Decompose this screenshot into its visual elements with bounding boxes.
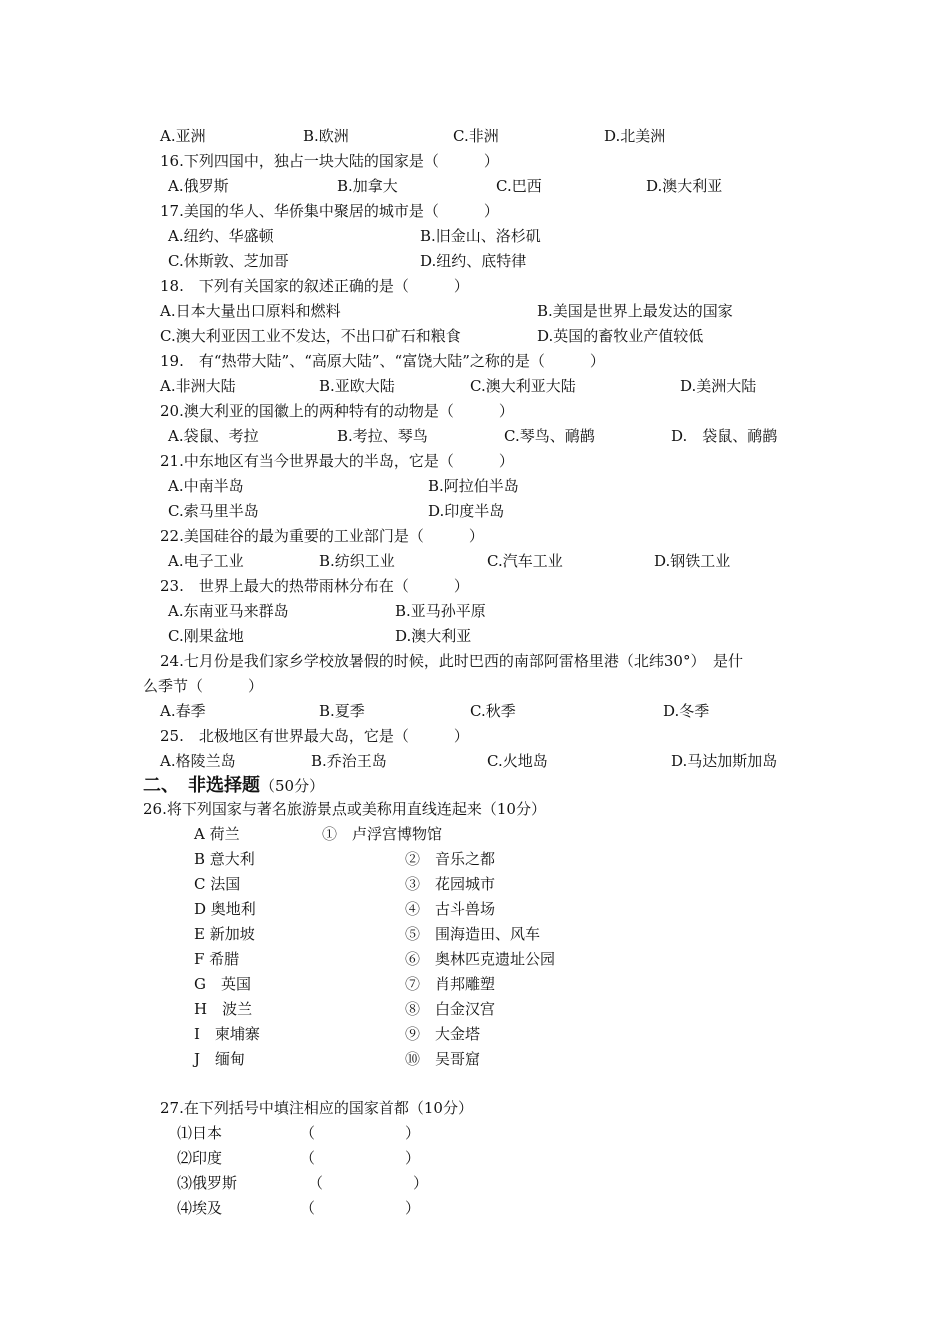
q27-blank-2[interactable]: （ ） — [300, 1149, 421, 1167]
q17-stem: 17.美国的华人、华侨集中聚居的城市是（ ） — [160, 202, 499, 220]
q19-option-d: D.美洲大陆 — [680, 377, 757, 395]
q23-option-a: A.东南亚马来群岛 — [168, 602, 289, 620]
q17-option-a: A.纽约、华盛顿 — [168, 227, 274, 245]
q26-sight-8: ⑧ 白金汉宫 — [405, 1000, 496, 1018]
q27-item-1: ⑴日本 — [177, 1124, 223, 1142]
q17-option-d: D.纽约、底特律 — [420, 252, 527, 270]
q20-option-b: B.考拉、琴鸟 — [337, 427, 428, 445]
q26-sight-6: ⑥ 奥林匹克遗址公园 — [405, 950, 556, 968]
q27-blank-1[interactable]: （ ） — [300, 1124, 421, 1142]
q21-option-c: C.索马里半岛 — [168, 502, 259, 520]
q26-stem: 26.将下列国家与著名旅游景点或美称用直线连起来（10分） — [143, 800, 546, 818]
q23-option-b: B.亚马孙平原 — [395, 602, 486, 620]
q26-sight-4: ④ 古斗兽场 — [405, 900, 496, 918]
q22-option-d: D.钢铁工业 — [654, 552, 731, 570]
q26-country-h: H 波兰 — [194, 1000, 253, 1018]
q26-country-f: F 希腊 — [194, 950, 240, 968]
q26-country-b: B 意大利 — [194, 850, 255, 868]
q25-option-c: C.火地岛 — [487, 752, 548, 770]
q26-country-j: J 缅甸 — [194, 1050, 246, 1068]
q27-blank-3[interactable]: （ ） — [308, 1174, 429, 1192]
q18-stem: 18. 下列有关国家的叙述正确的是（ ） — [160, 277, 469, 295]
q24-stem-line2: 么季节（ ） — [143, 677, 264, 695]
q24-option-b: B.夏季 — [319, 702, 365, 720]
q17-option-c: C.休斯敦、芝加哥 — [168, 252, 289, 270]
q27-item-2: ⑵印度 — [177, 1149, 223, 1167]
q26-country-g: G 英国 — [194, 975, 251, 993]
q20-option-a: A.袋鼠、考拉 — [168, 427, 259, 445]
q25-option-a: A.格陵兰岛 — [160, 752, 236, 770]
q16-option-c: C.巴西 — [496, 177, 542, 195]
q22-option-b: B.纺织工业 — [319, 552, 395, 570]
q26-sight-5: ⑤ 围海造田、风车 — [405, 925, 541, 943]
q19-stem: 19. 有“热带大陆”、“高原大陆”、“富饶大陆”之称的是（ ） — [160, 352, 605, 370]
section-2-points: （50分） — [260, 777, 325, 795]
q23-option-d: D.澳大利亚 — [395, 627, 472, 645]
q21-option-b: B.阿拉伯半岛 — [428, 477, 519, 495]
q19-option-c: C.澳大利亚大陆 — [470, 377, 576, 395]
q24-option-a: A.春季 — [160, 702, 206, 720]
q18-option-a: A.日本大量出口原料和燃料 — [160, 302, 341, 320]
q27-blank-4[interactable]: （ ） — [300, 1199, 421, 1217]
q24-stem-line1: 24.七月份是我们家乡学校放暑假的时候，此时巴西的南部阿雷格里港（北纬30°） 是什 — [160, 652, 743, 670]
q22-option-c: C.汽车工业 — [487, 552, 563, 570]
q26-sight-1: ① 卢浮宫博物馆 — [322, 825, 443, 843]
q25-option-d: D.马达加斯加岛 — [671, 752, 778, 770]
q26-country-i: I 柬埔寨 — [194, 1025, 260, 1043]
q26-sight-9: ⑨ 大金塔 — [405, 1025, 481, 1043]
q23-option-c: C.刚果盆地 — [168, 627, 244, 645]
q24-option-d: D.冬季 — [663, 702, 710, 720]
q26-country-a: A 荷兰 — [194, 825, 240, 843]
q26-sight-7: ⑦ 肖邦雕塑 — [405, 975, 496, 993]
q21-option-a: A.中南半岛 — [168, 477, 244, 495]
q15-option-a: A.亚洲 — [160, 127, 206, 145]
q21-option-d: D.印度半岛 — [428, 502, 505, 520]
q26-country-d: D 奥地利 — [194, 900, 256, 918]
q26-sight-10: ⑩ 吴哥窟 — [405, 1050, 481, 1068]
q16-option-a: A.俄罗斯 — [168, 177, 229, 195]
q15-option-b: B.欧洲 — [303, 127, 349, 145]
q26-country-e: E 新加坡 — [194, 925, 255, 943]
q19-option-b: B.亚欧大陆 — [319, 377, 395, 395]
q15-option-d: D.北美洲 — [604, 127, 666, 145]
q18-option-b: B.美国是世界上最发达的国家 — [537, 302, 733, 320]
q17-option-b: B.旧金山、洛杉矶 — [420, 227, 541, 245]
q25-stem: 25. 北极地区有世界最大岛，它是（ ） — [160, 727, 469, 745]
q19-option-a: A.非洲大陆 — [160, 377, 236, 395]
q16-option-b: B.加拿大 — [337, 177, 398, 195]
q27-item-3: ⑶俄罗斯 — [177, 1174, 238, 1192]
q26-sight-3: ③ 花园城市 — [405, 875, 496, 893]
q26-country-c: C 法国 — [194, 875, 241, 893]
q27-item-4: ⑷埃及 — [177, 1199, 223, 1217]
q20-option-d: D. 袋鼠、鸸鹋 — [671, 427, 778, 445]
q22-stem: 22.美国硅谷的最为重要的工业部门是（ ） — [160, 527, 484, 545]
section-2-heading — [143, 774, 324, 798]
q23-stem: 23. 世界上最大的热带雨林分布在（ ） — [160, 577, 469, 595]
q20-option-c: C.琴鸟、鸸鹋 — [504, 427, 595, 445]
q16-option-d: D.澳大利亚 — [646, 177, 723, 195]
q27-stem: 27.在下列括号中填注相应的国家首都（10分） — [160, 1099, 473, 1117]
q26-sight-2: ② 音乐之都 — [405, 850, 496, 868]
q18-option-d: D.英国的畜牧业产值较低 — [537, 327, 704, 345]
q21-stem: 21.中东地区有当今世界最大的半岛，它是（ ） — [160, 452, 514, 470]
q22-option-a: A.电子工业 — [168, 552, 244, 570]
q16-stem: 16.下列四国中，独占一块大陆的国家是（ ） — [160, 152, 499, 170]
q15-option-c: C.非洲 — [453, 127, 499, 145]
q24-option-c: C.秋季 — [470, 702, 516, 720]
q20-stem: 20.澳大利亚的国徽上的两种特有的动物是（ ） — [160, 402, 514, 420]
q25-option-b: B.乔治王岛 — [311, 752, 387, 770]
q18-option-c: C.澳大利亚因工业不发达，不出口矿石和粮食 — [160, 327, 461, 345]
section-2-title: 二、 非选择题 — [143, 775, 260, 796]
